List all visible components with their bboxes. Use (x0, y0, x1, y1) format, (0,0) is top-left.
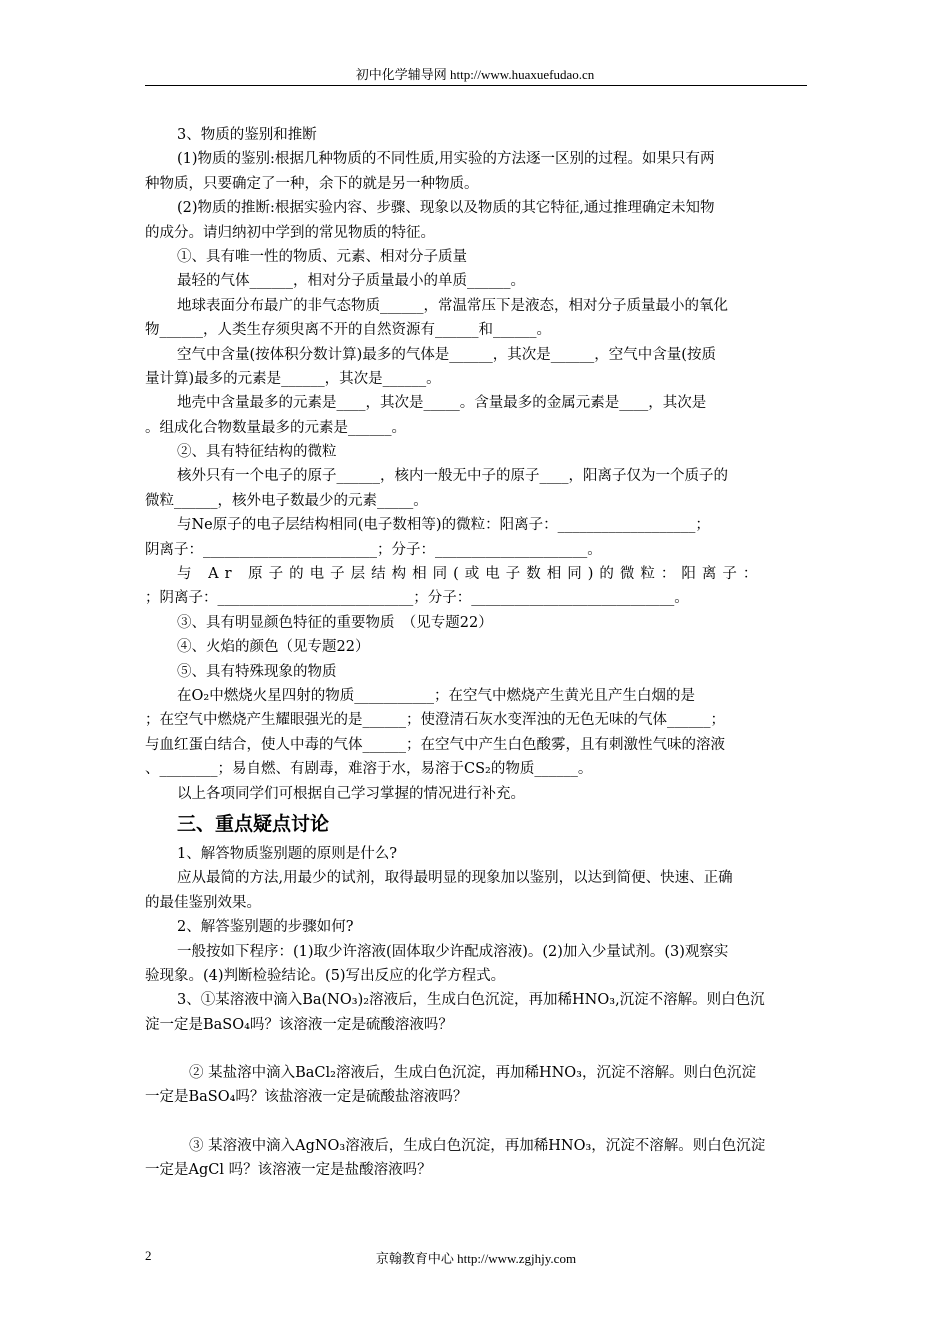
paragraph-line: 一般按如下程序：(1)取少许溶液(固体取少许配成溶液)。(2)加入少量试剂。(3)观察实 (177, 943, 729, 960)
paragraph-line: (1)物质的鉴别:根据几种物质的不同性质,用实验的方法逐一区别的过程。如果只有两 (177, 151, 715, 168)
paragraph-line: 与血红蛋白结合，使人中毒的气体______；在空气中产生白色酸雾，且有刺激性气味的溶液 (145, 736, 725, 753)
paragraph-line: ；在空气中燃烧产生耀眼强光的是______；使澄清石灰水变浑浊的无色无味的气体______； (145, 712, 725, 729)
question-line: 淀一定是BaSO₄吗？该溶液一定是硫酸溶液吗？ (145, 1016, 453, 1033)
footer-text: 京翰教育中心 http://www.zgjhjy.com (375, 1251, 577, 1266)
document-body (145, 123, 807, 1183)
subheading: ④、火焰的颜色（见专题22） (177, 639, 370, 656)
question-line: ③ 某溶液中滴入AgNO₃溶液后，生成白色沉淀，再加稀HNO₃，沉淀不溶解。则白色沉淀 (189, 1137, 766, 1154)
paragraph-line: 物______，人类生存须臾离不开的自然资源有______和______。 (145, 322, 551, 339)
paragraph-line: 在O₂中燃烧火星四射的物质___________；在空气中燃烧产生黄光且产生白烟的是 (177, 687, 695, 704)
paragraph-line: 与 Ar 原子的电子层结构相同(或电子数相同)的微粒：阳离子： (177, 566, 764, 583)
question-line: 一定是BaSO₄吗？该盐溶液一定是硫酸盐溶液吗？ (145, 1089, 468, 1106)
question-line: ② 某盐溶中滴入BaCl₂溶液后，生成白色沉淀，再加稀HNO₃，沉淀不溶解。则白色沉淀 (189, 1065, 756, 1082)
paragraph-line: 、________；易自燃、有剧毒，难溶于水，易溶于CS₂的物质______。 (145, 761, 593, 778)
section-heading: 三、重点疑点讨论 (177, 812, 330, 835)
header-rule (145, 85, 807, 86)
subheading: ③、具有明显颜色特征的重要物质 （见专题22） (177, 614, 493, 631)
question-line: 1、解答物质鉴别题的原则是什么? (177, 845, 397, 862)
paragraph-line: 量计算)最多的元素是______，其次是______。 (145, 370, 441, 387)
section-3-title: 3、物质的鉴别和推断 (177, 127, 317, 143)
paragraph-line: 与Ne原子的电子层结构相同(电子数相等)的微粒：阳离子：___________________； (177, 517, 710, 534)
question-line: 2、解答鉴别题的步骤如何? (177, 919, 354, 936)
spacer (145, 1110, 807, 1134)
paragraph-line: 最轻的气体______，相对分子质量最小的单质______。 (177, 273, 525, 290)
paragraph-line: 核外只有一个电子的原子______，核内一般无中子的原子____，阳离子仅为一个质子的 (177, 468, 728, 485)
page-footer (145, 1248, 807, 1266)
subheading: ⑤、具有特殊现象的物质 (177, 663, 337, 680)
subheading: ②、具有特征结构的微粒 (177, 444, 337, 461)
paragraph-line: 应从最简的方法,用最少的试剂，取得最明显的现象加以鉴别，以达到简便、快速、正确 (177, 870, 733, 887)
paragraph-line: 的成分。请归纳初中学到的常见物质的特征。 (145, 224, 435, 241)
question-line: 一定是AgCl 吗？该溶液一定是盐酸溶液吗？ (145, 1162, 432, 1179)
paragraph-line: 微粒______，核外电子数最少的元素_____。 (145, 492, 428, 509)
paragraph-line: 地壳中含量最多的元素是____，其次是_____。含量最多的金属元素是____，其次是 (177, 395, 707, 412)
paragraph-line: 以上各项同学们可根据自己学习掌握的情况进行补充。 (177, 785, 525, 802)
paragraph-line: 的最佳鉴别效果。 (145, 894, 261, 911)
paragraph-line: 。组成化合物数量最多的元素是______。 (145, 419, 406, 436)
paragraph-line: (2)物质的推断:根据实验内容、步骤、现象以及物质的其它特征,通过推理确定未知物 (177, 200, 715, 217)
paragraph-line: 阴离子：________________________；分子：_____________________。 (145, 541, 602, 558)
spacer (145, 1037, 807, 1061)
paragraph-line: 验现象。(4)判断检验结论。(5)写出反应的化学方程式。 (145, 967, 506, 984)
paragraph-line: 空气中含量(按体积分数计算)最多的气体是______，其次是______，空气中含量(按质 (177, 346, 716, 363)
page-number: 2 (145, 1248, 152, 1263)
page-header: 初中化学辅导网 http://www.huaxuefudao.cn (355, 67, 595, 82)
subheading: ①、具有唯一性的物质、元素、相对分子质量 (177, 248, 467, 265)
paragraph-line: 地球表面分布最广的非气态物质______，常温常压下是液态，相对分子质量最小的氧化 (177, 297, 728, 314)
question-line: 3、①某溶液中滴入Ba(NO₃)₂溶液后，生成白色沉淀，再加稀HNO₃,沉淀不溶解。则白色沉 (177, 992, 765, 1009)
paragraph-line: ；阴离子：___________________________；分子：____________________________。 (145, 590, 689, 607)
paragraph-line: 种物质，只要确定了一种，余下的就是另一种物质。 (145, 175, 479, 192)
